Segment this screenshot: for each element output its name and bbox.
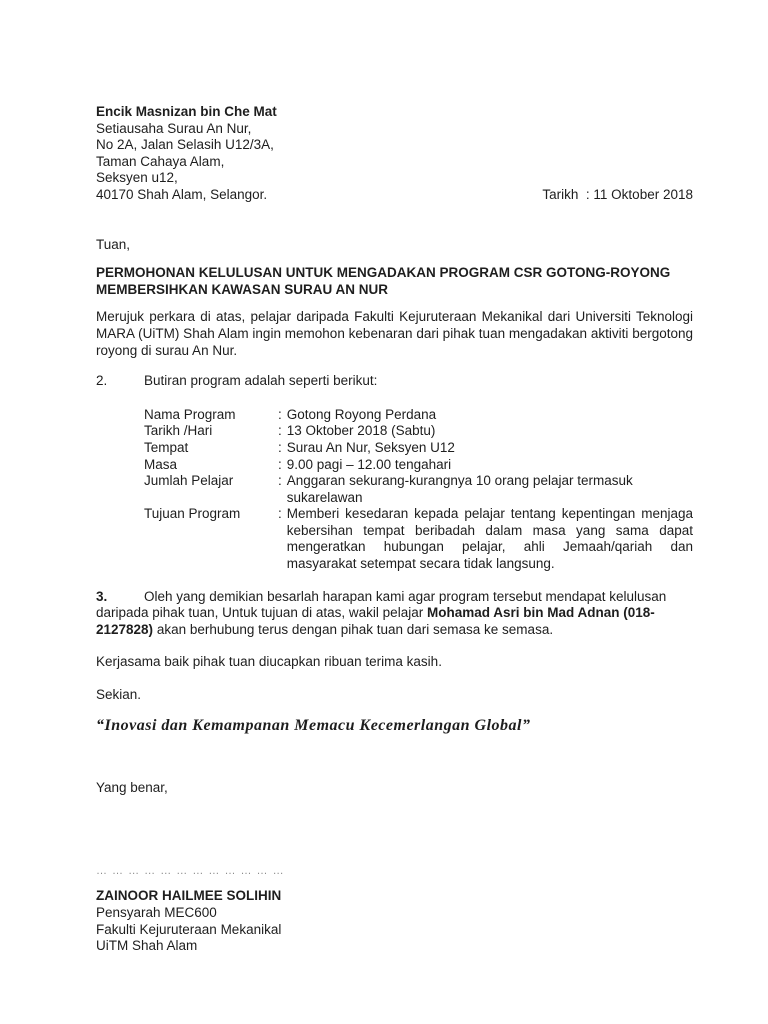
section-2-heading xyxy=(96,373,693,390)
recipient-address-line: Taman Cahaya Alam, xyxy=(96,153,225,169)
detail-value: Gotong Royong Perdana xyxy=(286,406,437,422)
detail-row-nama-program xyxy=(144,407,693,424)
detail-label: Jumlah Pelajar xyxy=(144,473,234,489)
paragraph-1: Merujuk perkara di atas, pelajar daripada Fakulti Kejuruteraan Mekanikal dari Universiti Teknologi MARA (UiTM) Shah Alam ingin memohon kebenaran dari pihak tuan mengadakan aktiviti bergotong royong di surau An Nur. xyxy=(96,309,693,358)
paragraph-3-text: Oleh yang demikian besarlah harapan kami agar program tersebut mendapat kelulusan daripada pihak tuan, Untuk tujuan di atas, wakil pelajar xyxy=(96,588,667,621)
recipient-address-line: Seksyen u12, xyxy=(96,170,178,186)
signatory-title: Pensyarah MEC600 xyxy=(96,905,217,920)
detail-row-masa xyxy=(144,457,693,474)
detail-colon: : xyxy=(278,506,282,522)
paragraph-3-text-after: akan berhubung terus dengan pihak tuan dari semasa ke semasa. xyxy=(153,621,554,637)
signoff: Yang benar, xyxy=(96,780,168,796)
detail-row-tarikh-hari xyxy=(144,423,693,440)
recipient-address-line: Setiausaha Surau An Nur, xyxy=(96,120,252,136)
closing-thanks: Kerjasama baik pihak tuan diucapkan ribuan terima kasih. xyxy=(96,654,442,670)
signatory-institution: UiTM Shah Alam xyxy=(96,938,198,954)
section-2-text: Butiran program adalah seperti berikut: xyxy=(144,373,378,389)
detail-value: 9.00 pagi – 12.00 tengahari xyxy=(286,456,452,472)
letter-date: Tarikh : 11 Oktober 2018 xyxy=(542,186,693,202)
signatory-name: ZAINOOR HAILMEE SOLIHIN xyxy=(96,888,282,904)
university-motto: “Inovasi dan Kemampanan Memacu Kecemerlangan Global” xyxy=(96,716,531,734)
detail-row-tempat xyxy=(144,440,693,457)
recipient-name: Encik Masnizan bin Che Mat xyxy=(96,104,277,119)
detail-label: Tujuan Program xyxy=(144,506,241,522)
detail-value: Memberi kesedaran kepada pelajar tentang kepentingan menjaga kebersihan tempat beribadah dalam masa yang sama dapat mengeratkan hubungan pelajar, ahli Jemaah/qariah dan masyarakat setempat secara tidak langsung. xyxy=(286,506,693,572)
paragraph-3 xyxy=(96,589,693,639)
program-details-list xyxy=(96,407,693,573)
detail-colon: : xyxy=(278,423,282,439)
detail-value: Anggaran sekurang-kurangnya 10 orang pelajar termasuk sukarelawan xyxy=(286,473,633,505)
signatory-faculty: Fakulti Kejuruteraan Mekanikal xyxy=(96,921,282,937)
letter-content xyxy=(96,104,693,955)
detail-label: Masa xyxy=(144,456,178,472)
detail-label: Nama Program xyxy=(144,406,236,422)
closing-sekian: Sekian. xyxy=(96,687,142,703)
detail-value: 13 Oktober 2018 (Sabtu) xyxy=(286,423,436,439)
address-date-row xyxy=(96,187,693,204)
detail-colon: : xyxy=(278,473,282,489)
detail-colon: : xyxy=(278,406,282,422)
detail-label: Tempat xyxy=(144,439,189,455)
detail-row-jumlah-pelajar xyxy=(144,473,693,506)
recipient-address-line: 40170 Shah Alam, Selangor. xyxy=(96,186,268,202)
representative-name: Mohamad Asri bin Mad Adnan (018-2127828) xyxy=(96,605,655,637)
paragraph-3-number: 3. xyxy=(96,588,108,604)
salutation: Tuan, xyxy=(96,236,131,252)
subject-line: PERMOHONAN KELULUSAN UNTUK MENGADAKAN PROGRAM CSR GOTONG-ROYONG MEMBERSIHKAN KAWASAN SURAU AN NUR xyxy=(96,265,671,297)
detail-row-tujuan-program xyxy=(144,506,693,572)
recipient-address-block xyxy=(96,104,693,204)
signature-dotted-line: … … … … … … … … … … … … xyxy=(96,864,285,877)
detail-value: Surau An Nur, Seksyen U12 xyxy=(286,439,455,455)
section-2-number: 2. xyxy=(96,373,108,389)
detail-label: Tarikh /Hari xyxy=(144,423,213,439)
detail-colon: : xyxy=(278,439,282,455)
detail-colon: : xyxy=(278,456,282,472)
recipient-address-line: No 2A, Jalan Selasih U12/3A, xyxy=(96,137,274,153)
